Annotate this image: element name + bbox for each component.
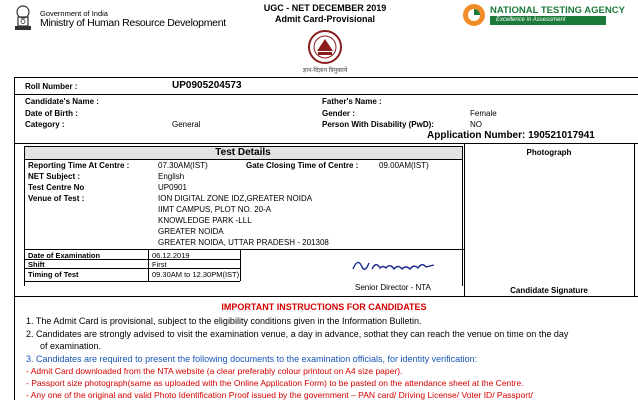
instruction-item: 3. Candidates are required to present the following documents to the examination officials, for identity verification: xyxy=(26,354,478,364)
shift-label: Shift xyxy=(28,260,45,269)
roll-number-label: Roll Number : xyxy=(25,82,78,91)
national-emblem-icon xyxy=(12,5,34,33)
pwd-label: Person With Disability (PwD): xyxy=(322,120,434,129)
instructions-heading: IMPORTANT INSTRUCTIONS FOR CANDIDATES xyxy=(221,302,427,312)
father-name-label: Father's Name : xyxy=(322,97,382,106)
test-details-heading: Test Details xyxy=(215,147,271,158)
test-centre-no-label: Test Centre No xyxy=(28,183,85,192)
ugc-logo-icon xyxy=(306,29,344,65)
ugc-tagline: ज्ञान-विज्ञान विमुक्तये xyxy=(302,68,348,74)
venue-line: IIMT CAMPUS, PLOT NO. 20-A xyxy=(158,205,272,214)
timing-value: 09.30AM to 12.30PM(IST) xyxy=(152,270,240,279)
nta-logo-icon xyxy=(462,3,486,27)
director-signature-icon xyxy=(350,255,440,277)
exam-date-value: 06.12.2019 xyxy=(152,251,190,260)
ministry-name-text: Ministry of Human Resource Development xyxy=(40,17,226,29)
gender-label: Gender : xyxy=(322,109,355,118)
dob-label: Date of Birth : xyxy=(25,109,78,118)
venue-line: ION DIGITAL ZONE IDZ,GREATER NOIDA xyxy=(158,194,313,203)
gender-value: Female xyxy=(470,109,497,118)
instruction-bullet: - Any one of the original and valid Photo Identification Proof issued by the government – PAN card/ Driving License/ Voter ID/ Passport/ xyxy=(26,390,533,400)
nta-tagline: Excellence in Assessment xyxy=(490,16,606,25)
instruction-item: of examination. xyxy=(40,341,102,351)
timing-label: Timing of Test xyxy=(28,270,79,279)
net-subject-label: NET Subject : xyxy=(28,172,81,181)
exam-title: UGC - NET DECEMBER 2019 xyxy=(263,3,387,13)
reporting-time-label: Reporting Time At Centre : xyxy=(28,161,130,170)
gate-closing-value: 09.00AM(IST) xyxy=(379,161,429,170)
pwd-value: NO xyxy=(470,120,482,129)
venue-label: Venue of Test : xyxy=(28,194,85,203)
application-number: Application Number: 190521017941 xyxy=(427,130,595,141)
instruction-bullet: - Passport size photograph(same as uploaded with the Online Application Form) to be pasted on the attendance sheet at the Centre. xyxy=(26,378,524,388)
candidate-signature-label: Candidate Signature xyxy=(510,286,588,295)
gate-closing-label: Gate Closing Time of Centre : xyxy=(246,161,359,170)
venue-line: KNOWLEDGE PARK -LLL xyxy=(158,216,252,225)
nta-name: NATIONAL TESTING AGENCY xyxy=(490,5,625,16)
government-of-india-text: Government of India xyxy=(40,9,108,18)
category-value: General xyxy=(172,120,201,129)
reporting-time-value: 07.30AM(IST) xyxy=(158,161,208,170)
net-subject-value: English xyxy=(158,172,185,181)
test-centre-no-value: UP0901 xyxy=(158,183,187,192)
director-label: Senior Director - NTA xyxy=(355,283,431,292)
venue-line: GREATER NOIDA xyxy=(158,227,224,236)
photograph-box xyxy=(466,160,634,288)
exam-date-label: Date of Examination xyxy=(28,251,101,260)
candidate-name-label: Candidate's Name : xyxy=(25,97,99,106)
instruction-item: 2. Candidates are strongly advised to visit the examination venue, a day in advance, sothat they can reach the venue on time on the day xyxy=(26,329,569,339)
instruction-bullet: - Admit Card downloaded from the NTA website (a clear preferably colour printout on A4 size paper). xyxy=(26,366,403,376)
venue-line: GREATER NOIDA, UTTAR PRADESH - 201308 xyxy=(158,238,329,247)
shift-value: First xyxy=(152,260,167,269)
instruction-item: 1. The Admit Card is provisional, subject to the eligibility conditions given in the Information Bulletin. xyxy=(26,316,422,326)
category-label: Category : xyxy=(25,120,65,129)
roll-number-value: UP0905204573 xyxy=(172,80,242,91)
admit-card-title: Admit Card-Provisional xyxy=(274,14,375,24)
photograph-heading: Photograph xyxy=(526,148,572,157)
